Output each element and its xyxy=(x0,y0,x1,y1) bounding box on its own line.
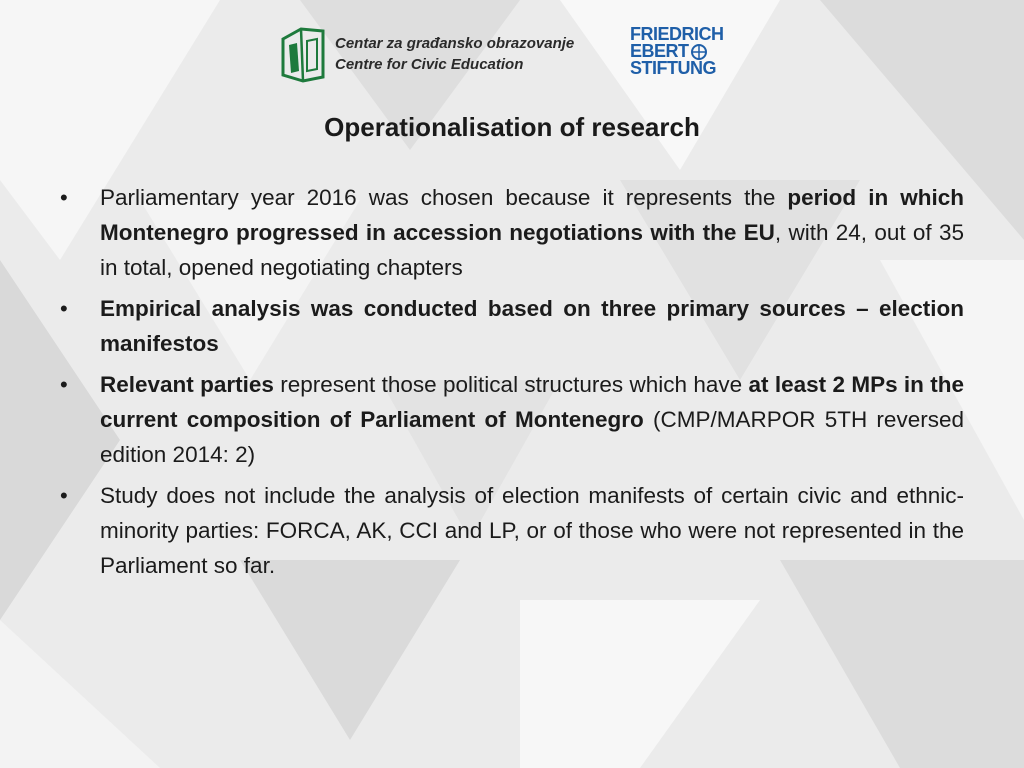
bullet-marker: • xyxy=(60,483,68,508)
cgo-logo xyxy=(279,24,574,84)
bold-segment: period in which Montenegro progressed in accession negotiations with the EU xyxy=(100,185,964,245)
bullet-item-3 xyxy=(60,367,964,472)
text-segment: Parliamentary year 2016 was chosen because it represents the xyxy=(100,185,788,210)
bullet-item-4 xyxy=(60,478,964,583)
text-segment: , with 24, out of 35 in total, opened negotiating chapters xyxy=(100,220,964,280)
bullet-list xyxy=(60,180,964,589)
book-icon xyxy=(279,25,327,83)
bold-segment: Empirical analysis was conducted based on three primary sources – election manifestos xyxy=(100,296,964,356)
fes-line3: STIFTUNG xyxy=(630,58,716,78)
bullet-marker: • xyxy=(60,372,68,397)
bold-segment: Relevant parties xyxy=(100,372,274,397)
fes-line2: EBERT xyxy=(630,41,689,61)
bullet-marker: • xyxy=(60,185,68,210)
text-segment: (CMP/MARPOR 5TH reversed edition 2014: 2) xyxy=(100,407,964,467)
bullet-marker: • xyxy=(60,296,68,321)
cgo-name-local: Centar za građansko obrazovanje xyxy=(335,35,575,52)
fes-logo xyxy=(630,26,724,77)
bullet-item-1 xyxy=(60,180,964,285)
bullet-item-2 xyxy=(60,291,964,361)
slide-title: Operationalisation of research xyxy=(324,112,700,142)
fes-line1: FRIEDRICH xyxy=(630,24,724,44)
text-segment: Study does not include the analysis of election manifests of certain civic and ethnic-minority parties: FORCA, AK, CCI and LP, or of those who were not represented in the Parliament so far. xyxy=(100,483,964,578)
cgo-name-english: Centre for Civic Education xyxy=(335,56,524,73)
text-segment: represent those political structures which have xyxy=(273,372,749,397)
bold-segment: at least 2 MPs in the current composition of Parliament of Montenegro xyxy=(100,372,965,432)
